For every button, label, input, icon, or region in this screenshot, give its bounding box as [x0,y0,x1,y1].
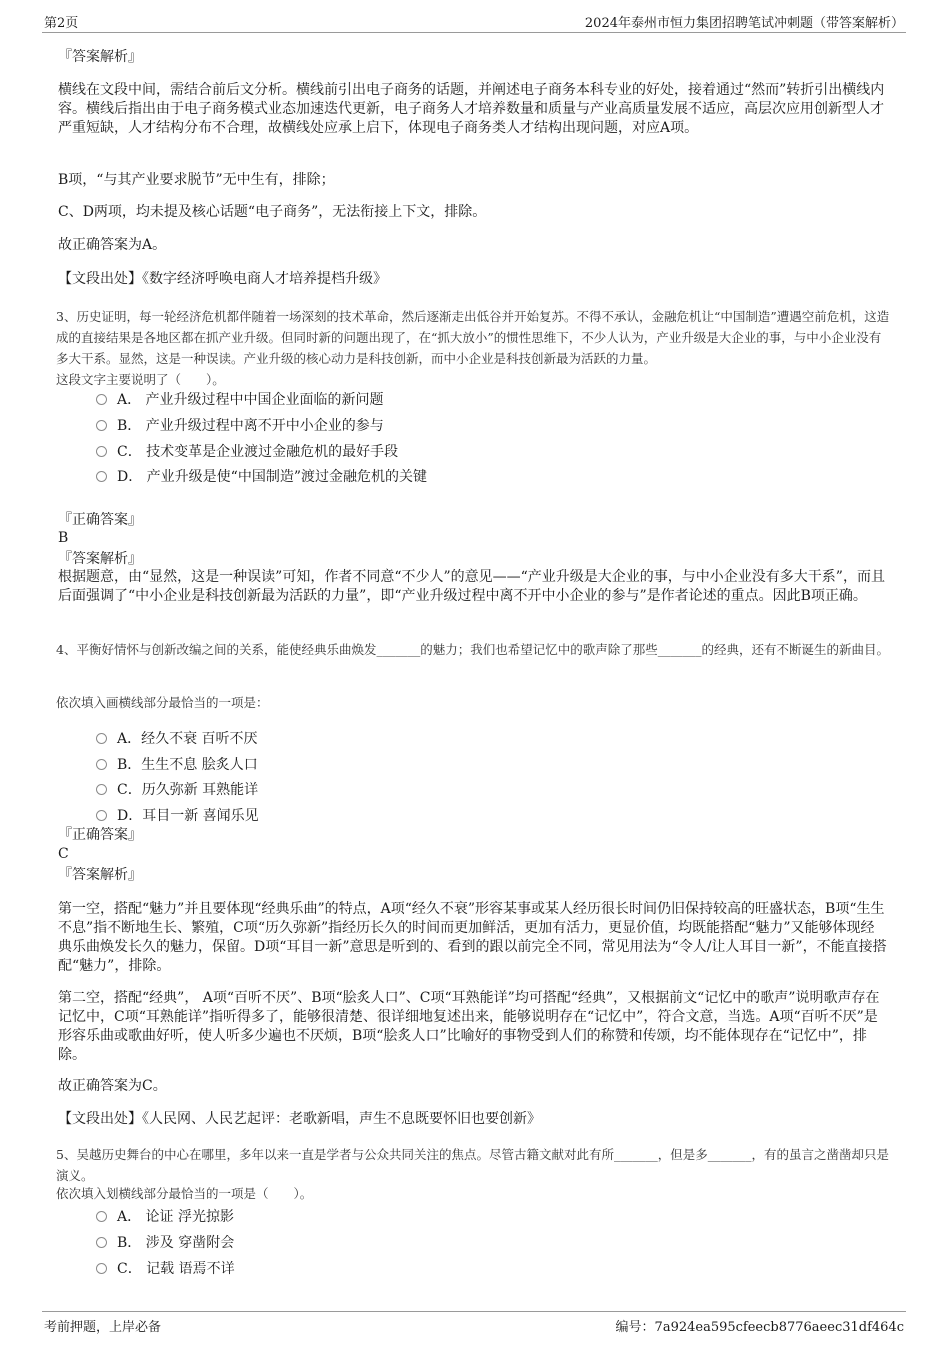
q2-source: 【文段出处】《数字经济呼唤电商人才培养提档升级》 [58,271,387,287]
q4-option-c[interactable]: C．历久弥新 耳熟能详 [96,780,258,800]
q4-analysis-label: 『答案解析』 [58,867,142,883]
q5-stem: 5、吴越历史舞台的中心在哪里，多年以来一直是学者与公众共同关注的焦点。尽管古籍文献对此有所_______，但是多_______，有的虽言之凿凿却只是演义。 [56,1147,889,1183]
q2-analysis-p4: 故正确答案为A。 [58,237,167,253]
radio-icon[interactable] [96,446,107,457]
q4-analysis-p1: 第一空，搭配“魅力”并且要体现“经典乐曲”的特点，A项“经久不衰”形容某事或某人经历很长时间仍旧保持较高的旺盛状态，B项“生生不息”指不断地生长、繁殖，C项“历久弥新”指经历长久的时间而更加鲜活，更加有活力，更显价值，均既能搭配“魅力”又能够体现经典乐曲焕发长久的魅力，保留。D项“耳目一新”意思是听到的、看到的跟以前完全不同，常见用法为“令人/让人耳目一新”，不能直接搭配“魅力”，排除。 [58,901,887,974]
page-header [42,10,906,33]
q3-stem: 3、历史证明，每一轮经济危机都伴随着一场深刻的技术革命，然后逐渐走出低谷并开始复苏。不得不承认，金融危机让“中国制造”遭遇空前危机，这造成的直接结果是各地区都在抓产业升级。但同时新的问题出现了，在“抓大放小”的惯性思维下，不少人认为，产业升级是大企业的事，与中小企业没有多大干系。显然，这是一种误读。产业升级的核心动力是科技创新，而中小企业是科技创新最为活跃的力量。 [56,309,890,366]
q2-analysis-label: 『答案解析』 [58,49,142,65]
radio-icon[interactable] [96,810,107,821]
q3-option-d[interactable]: D． 产业升级是使“中国制造”渡过金融危机的关键 [96,467,427,487]
q3-answer-label: 『正确答案』 [58,512,142,528]
q4-stem: 4、平衡好情怀与创新改编之间的关系，能使经典乐曲焕发_______的魅力；我们也希望记忆中的歌声除了那些_______的经典，还有不断诞生的新曲目。 [56,642,889,657]
q4-source: 【文段出处】《人民网、人民艺起评：老歌新唱，声生不息既要怀旧也要创新》 [58,1111,541,1127]
q4-analysis-p3: 故正确答案为C。 [58,1078,167,1094]
q2-analysis-p2: B项，“与其产业要求脱节”无中生有，排除； [58,172,335,188]
q3-option-b[interactable]: B． 产业升级过程中离不开中小企业的参与 [96,416,384,436]
q2-analysis-p1: 横线在文段中间，需结合前后文分析。横线前引出电子商务的话题，并阐述电子商务本科专业的好处，接着通过“然而”转折引出横线内容。横线后指出由于电子商务模式业态加速迭代更新，电子商务人才培养数量和质量与产业高质量发展不适应，高层次应用创新型人才严重短缺，人才结构分布不合理，故横线处应承上启下，体现电子商务类人才结构出现问题，对应A项。 [58,82,885,136]
radio-icon[interactable] [96,1263,107,1274]
q4-analysis-p2: 第二空，搭配“经典”， A项“百听不厌”、B项“脍炙人口”、C项“耳熟能详”均可搭配“经典”，又根据前文“记忆中的歌声”说明歌声存在记忆中，C项“耳熟能详”指听得多了，能够很清楚、很详细地复述出来，能够说明存在“记忆中”，符合文意，当选。A项“百听不厌”是形容乐曲或歌曲好听，使人听多少遍也不厌烦，B项“脍炙人口”比喻好的事物受到人们的称赞和传颂，均不能体现存在“记忆中”，排除。 [58,990,880,1063]
footer-slogan: 考前押题，上岸必备 [44,1320,162,1335]
radio-icon[interactable] [96,733,107,744]
radio-icon[interactable] [96,1211,107,1222]
q4-option-b[interactable]: B．生生不息 脍炙人口 [96,755,258,775]
radio-icon[interactable] [96,394,107,405]
q3-option-c[interactable]: C． 技术变革是企业渡过金融危机的最好手段 [96,442,398,462]
radio-icon[interactable] [96,784,107,795]
q4-answer-label: 『正确答案』 [58,827,142,843]
q3-option-a[interactable]: A． 产业升级过程中中国企业面临的新问题 [96,390,384,410]
document-id: 编号：7a924ea595cfeecb8776aeec31df464c [615,1320,904,1335]
radio-icon[interactable] [96,1237,107,1248]
radio-icon[interactable] [96,471,107,482]
q4-answer: C [58,846,69,862]
page-footer [42,1311,906,1336]
q5-option-a[interactable]: A． 论证 浮光掠影 [96,1207,234,1227]
q5-option-c[interactable]: C． 记载 语焉不详 [96,1259,235,1279]
q5-question: 依次填入划横线部分最恰当的一项是（ ）。 [56,1186,313,1201]
q3-answer: B [58,530,69,546]
document-title: 2024年泰州市恒力集团招聘笔试冲刺题（带答案解析） [584,16,904,31]
q3-analysis: 根据题意，由“显然，这是一种误读”可知，作者不同意“不少人”的意见——“产业升级是大企业的事，与中小企业没有多大干系”，而且后面强调了“中小企业是科技创新最为活跃的力量”，即“产业升级过程中离不开中小企业的参与”是作者论述的重点。因此B项正确。 [58,569,885,604]
q3-question: 这段文字主要说明了（ ）。 [56,372,225,387]
radio-icon[interactable] [96,420,107,431]
q2-analysis-p3: C、D两项，均未提及核心话题“电子商务”，无法衔接上下文，排除。 [58,204,487,220]
radio-icon[interactable] [96,759,107,770]
page-number: 第2页 [44,16,79,31]
q4-option-a[interactable]: A．经久不衰 百听不厌 [96,729,258,749]
q4-question: 依次填入画横线部分最恰当的一项是： [56,695,269,710]
q5-option-b[interactable]: B． 涉及 穿凿附会 [96,1233,234,1253]
q4-option-d[interactable]: D．耳目一新 喜闻乐见 [96,806,259,826]
q3-analysis-label: 『答案解析』 [58,551,142,567]
